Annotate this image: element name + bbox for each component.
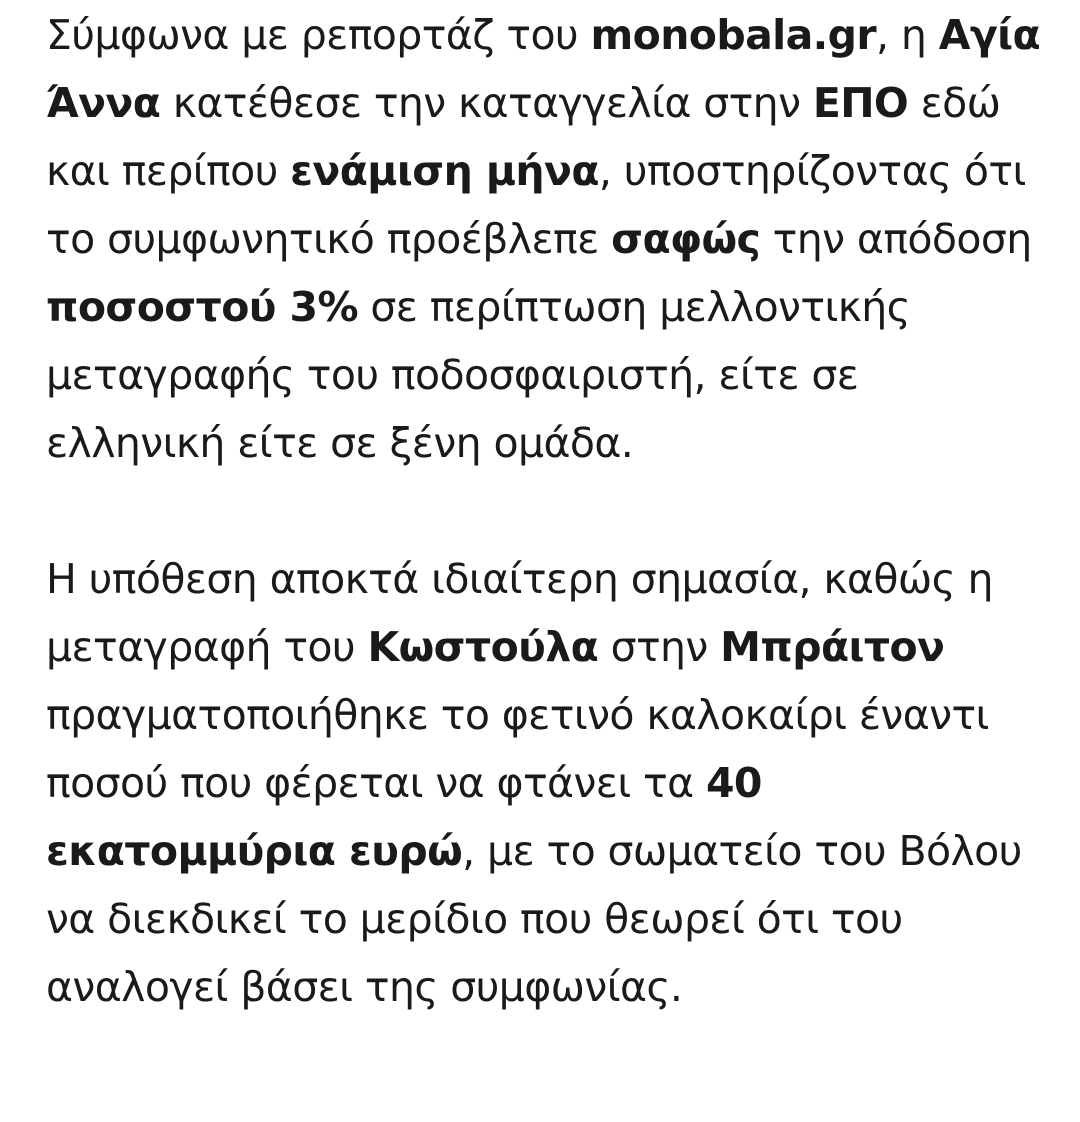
text-segment: , με το σωματείο του Βόλου να διεκδικεί το μερίδιο που θεωρεί ότι του αναλογεί βάσει της συμφωνίας. xyxy=(46,827,1022,1011)
club-name-brighton: Μπράιτον xyxy=(720,623,945,671)
transfer-fee-highlight: 40 εκατομμύρια ευρώ xyxy=(46,759,762,875)
text-segment: Η υπόθεση αποκτά ιδιαίτερη σημασία, καθώς η μεταγραφή του xyxy=(46,555,993,671)
text-segment: στην xyxy=(598,623,721,671)
text-segment: , η xyxy=(876,11,939,59)
text-segment: σε περίπτωση μελλοντικής μεταγραφής του ποδοσφαιριστή, είτε σε ελληνική είτε σε ξένη ομάδα. xyxy=(46,283,911,467)
percentage-highlight: ποσοστού 3% xyxy=(46,283,358,331)
text-segment: εδώ και περίπου xyxy=(46,79,1001,195)
paragraph-complaint xyxy=(46,0,1046,477)
text-segment: την απόδοση xyxy=(760,215,1032,263)
text-segment: πραγματοποιήθηκε το φετινό καλοκαίρι έναντι ποσού που φέρεται να φτάνει τα xyxy=(46,691,989,807)
paragraph-transfer xyxy=(46,545,1046,1021)
emphasis-clearly: σαφώς xyxy=(611,215,761,263)
club-name-agia-anna: Αγία Άννα xyxy=(46,11,1041,127)
text-segment: Σύμφωνα με ρεπορτάζ του xyxy=(46,11,591,59)
text-segment: κατέθεσε την καταγγελία στην xyxy=(160,79,813,127)
duration-highlight: ενάμιση μήνα xyxy=(290,147,599,195)
player-name-kostoulas: Κωστούλα xyxy=(367,623,599,671)
source-link-monobala: monobala.gr xyxy=(590,11,877,59)
federation-epo: ΕΠΟ xyxy=(812,79,909,127)
article-body xyxy=(46,0,1046,1021)
text-segment: , υποστηρίζοντας ότι το συμφωνητικό προέβλεπε xyxy=(46,147,1026,263)
